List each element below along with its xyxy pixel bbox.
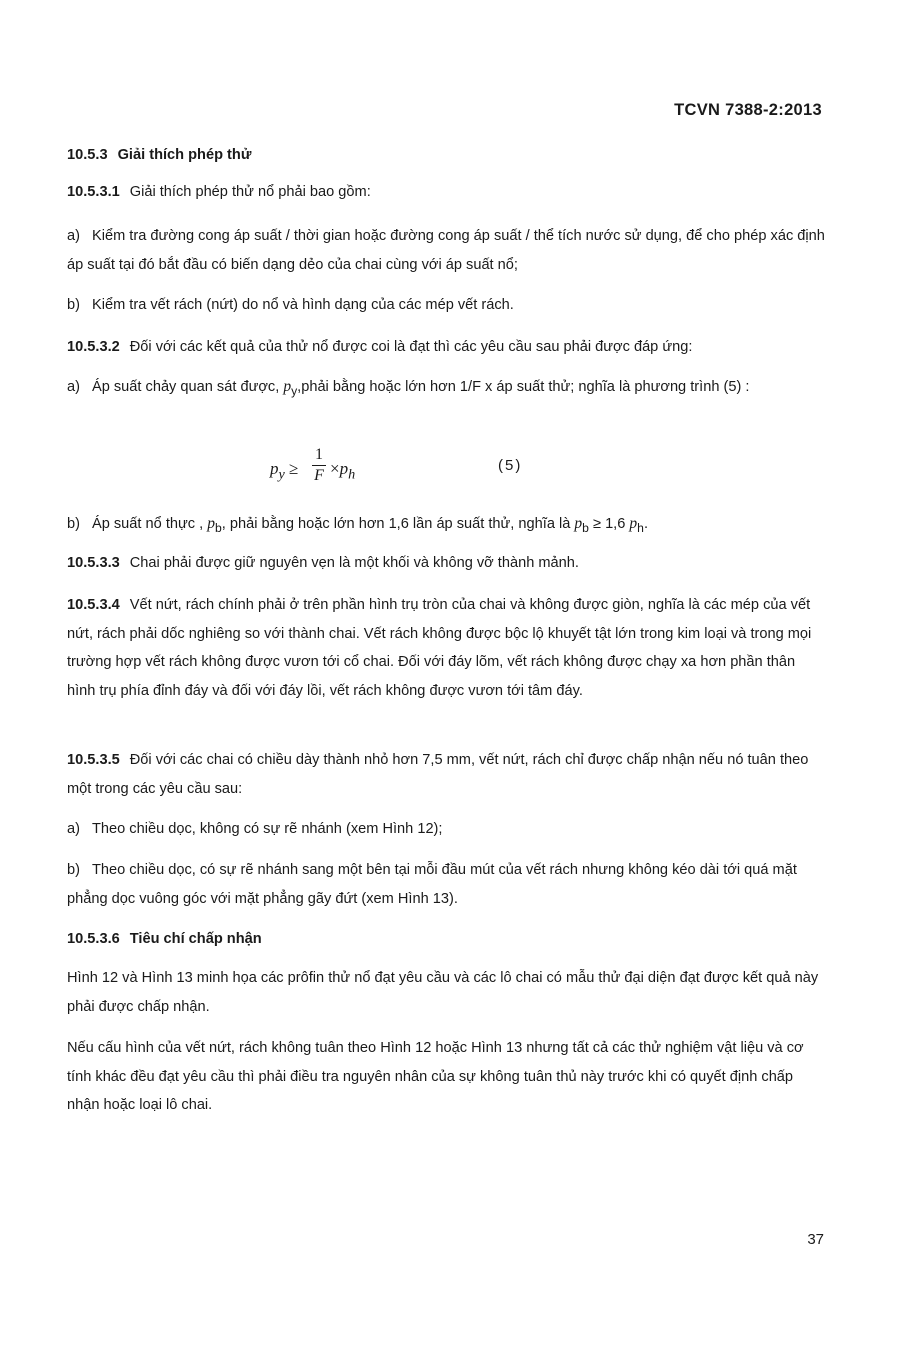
- list-marker: a): [67, 228, 80, 244]
- list-marker: b): [67, 516, 80, 532]
- subscript: y: [291, 383, 298, 398]
- list-text: Theo chiều dọc, có sự rẽ nhánh sang một bên tại mỗi đầu mút của vết rách nhưng không kéo dài tới quá mặt phẳng dọc vuông góc với mặt phẳng gãy đứt (xem Hình 13).: [67, 862, 797, 907]
- clause-text: Vết nứt, rách chính phải ở trên phần hình trụ tròn của chai và không được giòn, nghĩa là các mép của vết nứt, rách phải dốc nghiêng so với thành chai. Vết rách không được bộc lộ khuyết tật lớn trong kim loại và trong mọi trường hợp vết rách không được vươn tới cổ chai. Đối với đáy lõm, vết rách không được chạy xa hơn phần thân hình trụ phía đỉnh đáy và đối với đáy lồi, vết rách không được vươn tới tâm đáy.: [67, 597, 812, 699]
- clause-number: 10.5.3.4: [67, 597, 120, 613]
- list-text-mid: , phải bằng hoặc lớn hơn 1,6 lần áp suất thử, nghĩa là: [221, 516, 571, 532]
- clause-number: 10.5.3.6: [67, 931, 120, 947]
- clause-number: 10.5.3.1: [67, 184, 120, 200]
- clause-10-5-3-1: [67, 178, 825, 207]
- clause-number: 10.5.3.5: [67, 752, 120, 768]
- page-number: 37: [807, 1231, 824, 1248]
- numerator: 1: [315, 446, 323, 463]
- clause-10-5-3-3: [67, 549, 825, 578]
- list-text: Kiểm tra vết rách (nứt) do nổ và hình dạng của các mép vết rách.: [91, 297, 514, 313]
- clause-text: Đối với các kết quả của thử nổ được coi là đạt thì các yêu cầu sau phải được đáp ứng:: [129, 339, 693, 355]
- list-item-2b: [67, 510, 825, 542]
- clause-number: 10.5.3.3: [67, 555, 120, 571]
- variable-p: p: [574, 515, 583, 532]
- list-marker: b): [67, 862, 80, 878]
- clause-number: 10.5.3.2: [67, 339, 120, 355]
- equation-number: (5): [498, 457, 523, 474]
- paragraph-acceptance-1: Hình 12 và Hình 13 minh họa các prôfin thử nổ đạt yêu cầu và các lô chai có mẫu thử đại diện đạt được kết quả này phải được chấp nhận.: [67, 970, 819, 1015]
- lhs-variable: p: [270, 459, 279, 478]
- rhs-variable: p: [339, 459, 349, 478]
- equation-lhs: [270, 459, 298, 483]
- subscript: h: [637, 520, 644, 535]
- section-heading-10-5-3: [67, 141, 825, 170]
- variable-p: p: [207, 515, 215, 532]
- paragraph-acceptance-2: Nếu cấu hình của vết nứt, rách không tuân theo Hình 12 hoặc Hình 13 nhưng tất cả các thử nghiệm vật liệu và cơ tính khác đều đạt yêu cầu thì phải điều tra nguyên nhân của sự không tuân thủ này trước khi có quyết định chấp nhận hoặc loại lô chai.: [67, 1040, 804, 1113]
- operator: ≥: [289, 459, 299, 478]
- list-item-2a: [67, 373, 825, 405]
- clause-text: Giải thích phép thử nổ phải bao gồm:: [129, 184, 371, 200]
- clause-10-5-3-4: [67, 591, 825, 705]
- list-item-1a: [67, 222, 825, 279]
- list-marker: a): [67, 821, 80, 837]
- subscript: b: [582, 520, 589, 535]
- list-item-5b: [67, 856, 825, 913]
- denominator: F: [314, 467, 324, 484]
- clause-text: Chai phải được giữ nguyên vẹn là một khối và không vỡ thành mảnh.: [129, 555, 579, 571]
- list-text: Áp suất chảy quan sát được,: [91, 379, 280, 395]
- variable-p: p: [283, 378, 292, 395]
- list-marker: b): [67, 297, 80, 313]
- list-item-1b: [67, 291, 825, 320]
- times-sign: ×: [330, 459, 340, 478]
- list-text: Kiểm tra đường cong áp suất / thời gian hoặc đường cong áp suất / thể tích nước sử dụng, để cho phép xác định áp suất tại đó bắt đầu có biến dạng dẻo của chai cùng với áp suất nổ;: [67, 228, 825, 273]
- list-text: Theo chiều dọc, không có sự rẽ nhánh (xem Hình 12);: [91, 821, 443, 837]
- variable-p: p: [629, 515, 638, 532]
- section-title: Giải thích phép thử: [117, 147, 252, 163]
- clause-text: Đối với các chai có chiều dày thành nhỏ hơn 7,5 mm, vết nứt, rách chỉ được chấp nhận nếu nó tuân theo một trong các yêu cầu sau:: [67, 752, 809, 797]
- fraction: [312, 446, 326, 485]
- subscript: b: [214, 520, 222, 535]
- list-text-end: .: [643, 516, 648, 532]
- list-item-5a: [67, 815, 825, 844]
- document-code: TCVN 7388-2:2013: [674, 101, 822, 119]
- clause-10-5-3-5: [67, 746, 825, 803]
- clause-10-5-3-6: [67, 925, 825, 954]
- clause-10-5-3-2: [67, 333, 825, 362]
- section-number: 10.5.3: [67, 147, 108, 163]
- list-text-continued: ,phải bằng hoặc lớn hơn 1/F x áp suất thử; nghĩa là phương trình (5) :: [297, 379, 750, 395]
- lhs-subscript: y: [278, 466, 285, 483]
- list-marker: a): [67, 379, 80, 395]
- list-text: Áp suất nổ thực ,: [91, 516, 204, 532]
- clause-title: Tiêu chí chấp nhận: [129, 931, 262, 947]
- equation-5: [270, 442, 570, 492]
- equation-rhs: [330, 459, 355, 483]
- rhs-subscript: h: [348, 466, 356, 483]
- fraction-bar: [312, 465, 326, 466]
- relation-text: ≥ 1,6: [593, 516, 626, 532]
